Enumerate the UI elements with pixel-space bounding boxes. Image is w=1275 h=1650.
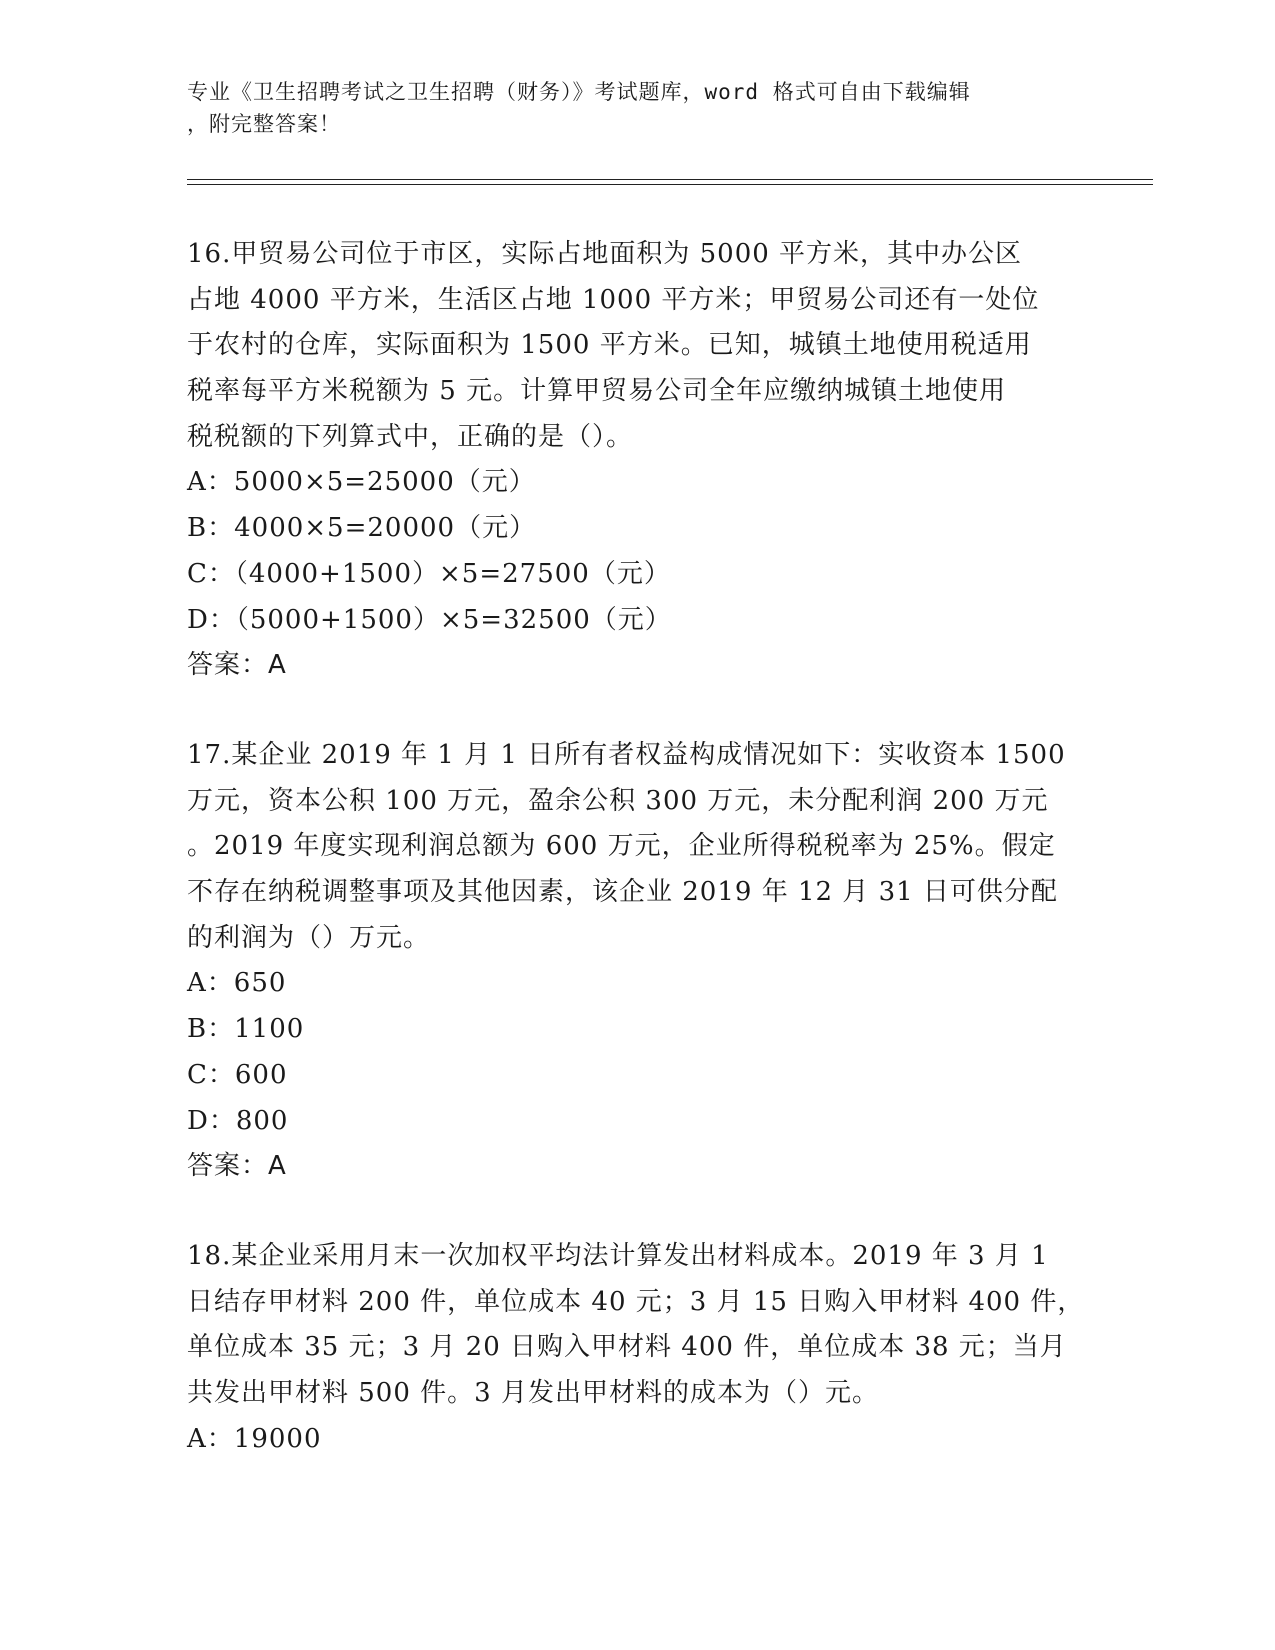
question-text-line: 。2019 年度实现利润总额为 600 万元，企业所得税税率为 25%。假定: [187, 831, 1056, 862]
answer-line: 答案：A: [187, 650, 287, 681]
question-17: [187, 733, 1087, 1190]
option-d: D：（5000+1500）×5=32500（元）: [187, 604, 672, 635]
question-text-line: 共发出甲材料 500 件。3 月发出甲材料的成本为（）元。: [187, 1378, 879, 1409]
document-header: [187, 76, 1067, 140]
option-b: B：1100: [187, 1014, 305, 1045]
option-c: C：（4000+1500）×5=27500（元）: [187, 558, 671, 589]
question-text-line: 16.甲贸易公司位于市区，实际占地面积为 5000 平方米，其中办公区: [187, 239, 1023, 269]
question-text-line: 万元，资本公积 100 万元，盈余公积 300 万元，未分配利润 200 万元: [187, 785, 1049, 816]
question-text-line: 的利润为（）万元。: [187, 922, 431, 953]
question-text-line: 占地 4000 平方米，生活区占地 1000 平方米；甲贸易公司还有一处位: [187, 284, 1040, 315]
option-a: A：5000×5=25000（元）: [187, 467, 536, 498]
question-text-line: 17.某企业 2019 年 1 月 1 日所有者权益构成情况如下：实收资本 1500: [187, 740, 1066, 770]
header-divider: [187, 184, 1153, 185]
question-text-line: 日结存甲材料 200 件，单位成本 40 元；3 月 15 日购入甲材料 400 件，: [187, 1286, 1085, 1317]
question-text-line: 税税额的下列算式中，正确的是（）。: [187, 421, 634, 452]
question-text-line: 税率每平方米税额为 5 元。计算甲贸易公司全年应缴纳城镇土地使用: [187, 376, 1007, 407]
question-text-line: 单位成本 35 元；3 月 20 日购入甲材料 400 件，单位成本 38 元；当月: [187, 1332, 1067, 1363]
option-d: D：800: [187, 1105, 289, 1136]
header-line: ，附完整答案！: [187, 112, 341, 136]
question-text-line: 18.某企业采用月末一次加权平均法计算发出材料成本。2019 年 3 月 1: [187, 1241, 1049, 1271]
question-text-line: 于农村的仓库，实际面积为 1500 平方米。已知，城镇土地使用税适用: [187, 330, 1032, 361]
option-b: B：4000×5=20000（元）: [187, 513, 537, 544]
header-divider: [187, 179, 1153, 180]
answer-line: 答案：A: [187, 1151, 287, 1182]
option-a: A：19000: [187, 1423, 322, 1454]
option-a: A：650: [187, 968, 287, 999]
question-text-line: 不存在纳税调整事项及其他因素，该企业 2019 年 12 月 31 日可供分配: [187, 877, 1058, 908]
question-18: [187, 1234, 1087, 1462]
option-c: C：600: [187, 1059, 288, 1090]
question-16: [187, 232, 1087, 689]
header-line: 专业《卫生招聘考试之卫生招聘（财务）》考试题库，word 格式可自由下载编辑: [187, 80, 971, 104]
